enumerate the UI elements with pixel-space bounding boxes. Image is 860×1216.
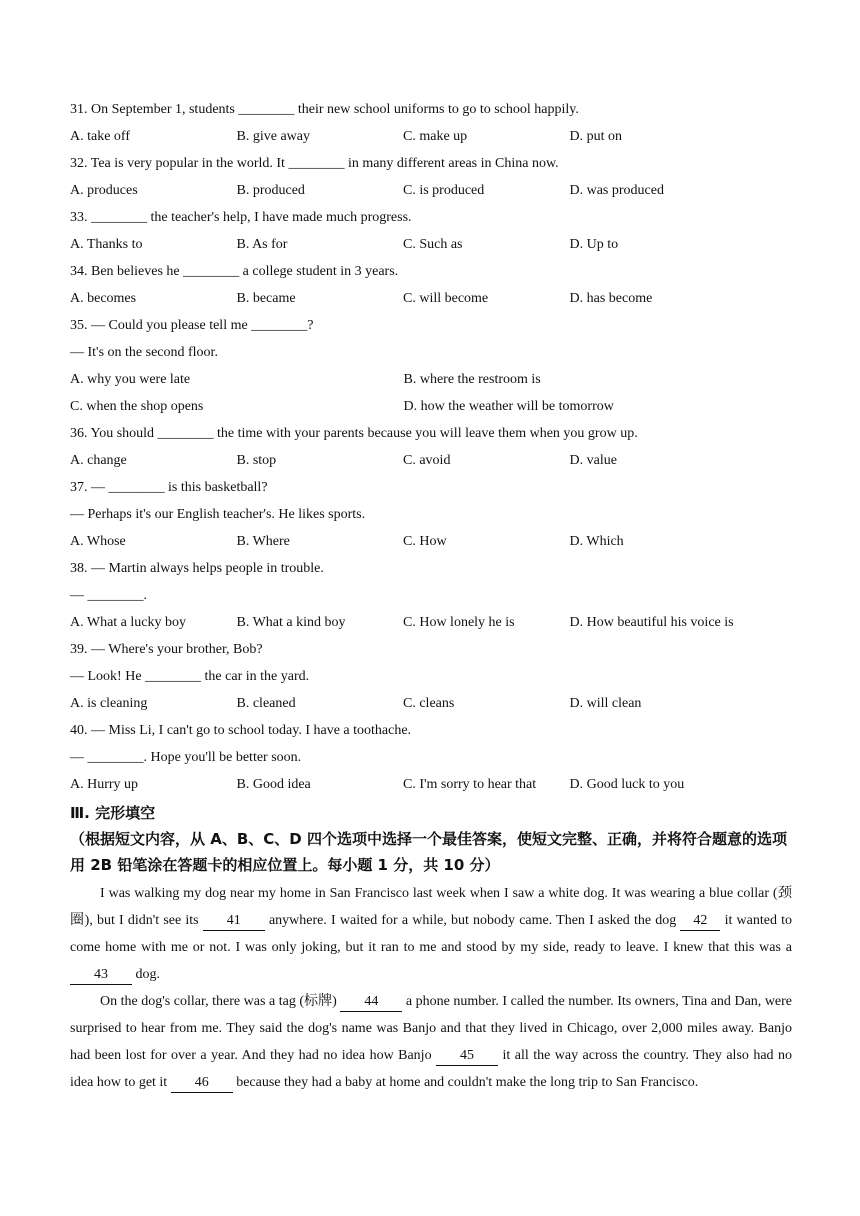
question-text: You should ________ the time with your parents because you will leave them when you grow up.	[90, 426, 638, 441]
question-text: — Could you please tell me ________?	[91, 318, 314, 333]
option-b[interactable]: B. Good idea	[236, 777, 311, 792]
section-title: Ⅲ. 完形填空	[70, 804, 156, 822]
option-c[interactable]: C. cleans	[403, 696, 455, 711]
option-b[interactable]: B. produced	[236, 183, 305, 198]
passage-text: anywhere. I waited for a while, but nobody came. Then I asked the dog	[268, 913, 677, 928]
blank-44[interactable]: 44	[340, 993, 402, 1012]
option-a[interactable]: A. Whose	[70, 534, 126, 549]
option-a[interactable]: A. produces	[70, 183, 138, 198]
question-number: 31.	[70, 102, 88, 117]
question-number: 40.	[70, 723, 88, 738]
question-37-options	[70, 528, 792, 555]
question-number: 38.	[70, 561, 88, 576]
blank-42[interactable]: 42	[680, 912, 720, 931]
option-d[interactable]: D. put on	[569, 129, 622, 144]
option-a[interactable]: A. What a lucky boy	[70, 615, 186, 630]
question-37-stem	[70, 474, 792, 501]
question-38-reply: — ________.	[70, 588, 147, 603]
question-33-stem	[70, 204, 792, 231]
blank-45[interactable]: 45	[436, 1047, 498, 1066]
option-c[interactable]: C. Such as	[403, 237, 463, 252]
option-d[interactable]: D. How beautiful his voice is	[569, 615, 734, 630]
passage-text: it all the way across the country. They also had no idea how to get it	[70, 1048, 793, 1090]
option-d[interactable]: D. value	[569, 453, 617, 468]
question-40-stem	[70, 717, 792, 744]
option-b[interactable]: B. cleaned	[236, 696, 296, 711]
option-c[interactable]: C. make up	[403, 129, 468, 144]
question-number: 34.	[70, 264, 88, 279]
question-number: 35.	[70, 318, 88, 333]
option-c[interactable]: C. will become	[403, 291, 489, 306]
question-text: Ben believes he ________ a college student in 3 years.	[91, 264, 399, 279]
question-32-options	[70, 177, 792, 204]
question-35-options-row2	[70, 393, 792, 420]
section-instructions: （根据短文内容，从 A、B、C、D 四个选项中选择一个最佳答案，使短文完整、正确，并将符合题意的选项用 2B 铅笔涂在答题卡的相应位置上。每小题 1 分，共 10 分）	[70, 830, 787, 874]
option-d[interactable]: D. has become	[569, 291, 653, 306]
question-number: 39.	[70, 642, 88, 657]
question-35-reply: — It's on the second floor.	[70, 345, 218, 360]
option-b[interactable]: B. give away	[236, 129, 310, 144]
question-39-options	[70, 690, 792, 717]
option-b[interactable]: B. Where	[236, 534, 290, 549]
option-a[interactable]: A. why you were late	[70, 372, 191, 387]
question-36-options	[70, 447, 792, 474]
option-b[interactable]: B. What a kind boy	[236, 615, 346, 630]
option-d[interactable]: D. Good luck to you	[569, 777, 685, 792]
option-d[interactable]: D. Up to	[569, 237, 619, 252]
option-c[interactable]: C. How	[403, 534, 447, 549]
question-40-options	[70, 771, 792, 798]
question-number: 32.	[70, 156, 88, 171]
question-text: — Miss Li, I can't go to school today. I have a toothache.	[91, 723, 412, 738]
question-39-reply: — Look! He ________ the car in the yard.	[70, 669, 310, 684]
option-b[interactable]: B. became	[236, 291, 296, 306]
option-c[interactable]: C. when the shop opens	[70, 399, 204, 414]
blank-46[interactable]: 46	[171, 1074, 233, 1093]
option-a[interactable]: A. take off	[70, 129, 130, 144]
passage-text: a phone number. I called the number. Its owners, Tina and Dan, were surprised to hear from me. They said the dog's name was Banjo and that they lived in Chicago, over 2,000 miles away. Banjo had been lost for over a year. And they had no idea how Banjo	[70, 994, 793, 1063]
question-38-stem	[70, 555, 792, 582]
passage-paragraph-2	[70, 988, 792, 1096]
passage-text: dog.	[135, 967, 160, 982]
option-a[interactable]: A. change	[70, 453, 127, 468]
passage-text: because they had a baby at home and couldn't make the long trip to San Francisco.	[236, 1075, 699, 1090]
question-text: On September 1, students ________ their new school uniforms to go to school happily.	[91, 102, 579, 117]
passage-text: I was walking my dog near my home in San Francisco last week when I saw a white dog. It was wearing a blue collar (颈圈), but I didn't see its	[70, 886, 792, 928]
option-c[interactable]: C. How lonely he is	[403, 615, 515, 630]
question-32-stem	[70, 150, 792, 177]
question-34-options	[70, 285, 792, 312]
option-a[interactable]: A. becomes	[70, 291, 137, 306]
question-text: Tea is very popular in the world. It ________ in many different areas in China now.	[90, 156, 559, 171]
question-text: ________ the teacher's help, I have made much progress.	[91, 210, 412, 225]
passage-paragraph-1	[70, 880, 792, 988]
question-33-options	[70, 231, 792, 258]
option-c[interactable]: C. avoid	[403, 453, 451, 468]
question-34-stem	[70, 258, 792, 285]
option-a[interactable]: A. Hurry up	[70, 777, 139, 792]
option-b[interactable]: B. where the restroom is	[403, 372, 541, 387]
question-38-options	[70, 609, 792, 636]
option-a[interactable]: A. is cleaning	[70, 696, 148, 711]
question-36-stem	[70, 420, 792, 447]
option-c[interactable]: C. I'm sorry to hear that	[403, 777, 537, 792]
question-40-reply: — ________. Hope you'll be better soon.	[70, 750, 302, 765]
question-35-stem	[70, 312, 792, 339]
question-35-options-row1	[70, 366, 792, 393]
question-number: 36.	[70, 426, 88, 441]
page-content	[70, 96, 792, 1096]
passage-text: it wanted to come home with me or not. I was only joking, but it ran to me and stood by my side, ready to leave. I knew that this was a	[70, 913, 793, 955]
question-31-options	[70, 123, 792, 150]
question-text: — ________ is this basketball?	[91, 480, 268, 495]
option-b[interactable]: B. As for	[236, 237, 288, 252]
option-d[interactable]: D. Which	[569, 534, 624, 549]
option-d[interactable]: D. how the weather will be tomorrow	[403, 399, 614, 414]
question-37-reply: — Perhaps it's our English teacher's. He likes sports.	[70, 507, 366, 522]
question-39-stem	[70, 636, 792, 663]
option-d[interactable]: D. was produced	[569, 183, 664, 198]
option-c[interactable]: C. is produced	[403, 183, 485, 198]
question-number: 33.	[70, 210, 88, 225]
option-d[interactable]: D. will clean	[569, 696, 642, 711]
question-text: — Where's your brother, Bob?	[91, 642, 263, 657]
blank-41[interactable]: 41	[203, 912, 265, 931]
option-a[interactable]: A. Thanks to	[70, 237, 143, 252]
passage-text: On the dog's collar, there was a tag (标牌)	[100, 994, 337, 1009]
blank-43[interactable]: 43	[70, 966, 132, 985]
question-31-stem	[70, 96, 792, 123]
option-b[interactable]: B. stop	[236, 453, 277, 468]
question-text: — Martin always helps people in trouble.	[91, 561, 324, 576]
question-number: 37.	[70, 480, 88, 495]
